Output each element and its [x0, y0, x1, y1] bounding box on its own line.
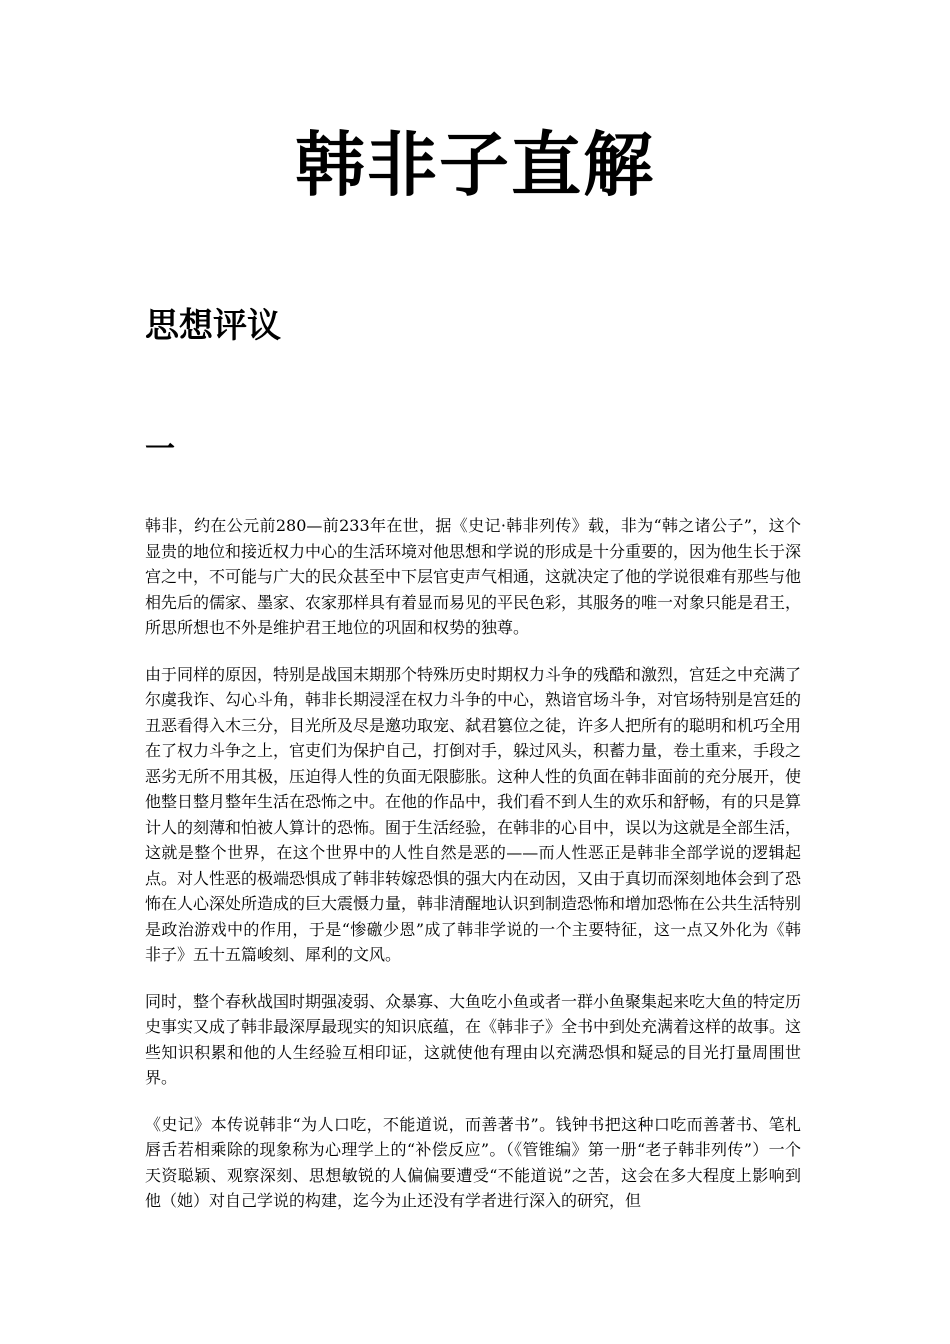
- paragraph: 同时，整个春秋战国时期强凌弱、众暴寡、大鱼吃小鱼或者一群小鱼聚集起来吃大鱼的特定历史事实又成了韩非最深厚最现实的知识底蕴，在《韩非子》全书中到处充满着这样的故事。这些知识积累和他的人生经验互相印证，这就使他有理由以充满恐惧和疑忌的目光打量周围世界。: [145, 991, 802, 1087]
- part-number: 一: [145, 432, 175, 467]
- body-text: [145, 513, 801, 1235]
- section-title: 思想评议: [145, 306, 281, 346]
- paragraph: 《史记》本传说韩非“为人口吃，不能道说，而善著书”。钱钟书把这种口吃而善著书、笔札唇舌若相乘除的现象称为心理学上的“补偿反应”。（《管锥编》第一册“老子韩非列传”）一个天资聪颖、观察深刻、思想敏锐的人偏偏要遭受“不能道说”之苦，这会在多大程度上影响到他（她）对自己学说的构建，迄今为止还没有学者进行深入的研究，但: [145, 1114, 801, 1210]
- paragraph: 由于同样的原因，特别是战国末期那个特殊历史时期权力斗争的残酷和激烈，宫廷之中充满了尔虞我诈、勾心斗角，韩非长期浸淫在权力斗争的中心，熟谙官场斗争，对官场特别是宫廷的丑恶看得入木三分，目光所及尽是邀功取宠、弑君篡位之徒，许多人把所有的聪明和机巧全用在了权力斗争之上，官吏们为保护自己，打倒对手，躲过风头，积蓄力量，卷土重来，手段之恶劣无所不用其极，压迫得人性的负面无限膨胀。这种人性的负面在韩非面前的充分展开，使他整日整月整年生活在恐怖之中。在他的作品中，我们看不到人生的欢乐和舒畅，有的只是算计人的刻薄和怕被人算计的恐怖。囿于生活经验，在韩非的心目中，误以为这就是全部生活，这就是整个世界，在这个世界中的人性自然是恶的——而人性恶正是韩非全部学说的逻辑起点。对人性恶的极端恐惧成了韩非转嫁恐惧的强大内在动因，又由于真切而深刻地体会到了恐怖在人心深处所造成的巨大震慑力量，韩非清醒地认识到制造恐怖和增加恐怖在公共生活特别是政治游戏中的作用，于是“惨礉少恩”成了韩非学说的一个主要特征，这一点又外化为《韩非子》五十五篇峻刻、犀利的文风。: [145, 664, 802, 964]
- book-title: 韩非子直解: [295, 124, 655, 206]
- paragraph: 韩非，约在公元前280—前233年在世，据《史记·韩非列传》载，非为“韩之诸公子”，这个显贵的地位和接近权力中心的生活环境对他思想和学说的形成是十分重要的，因为他生长于深宫之中，不可能与广大的民众甚至中下层官吏声气相通，这就决定了他的学说很难有那些与他相先后的儒家、墨家、农家那样具有着显而易见的平民色彩，其服务的唯一对象只能是君王，所思所想也不外是维护君王地位的巩固和权势的独尊。: [145, 516, 802, 637]
